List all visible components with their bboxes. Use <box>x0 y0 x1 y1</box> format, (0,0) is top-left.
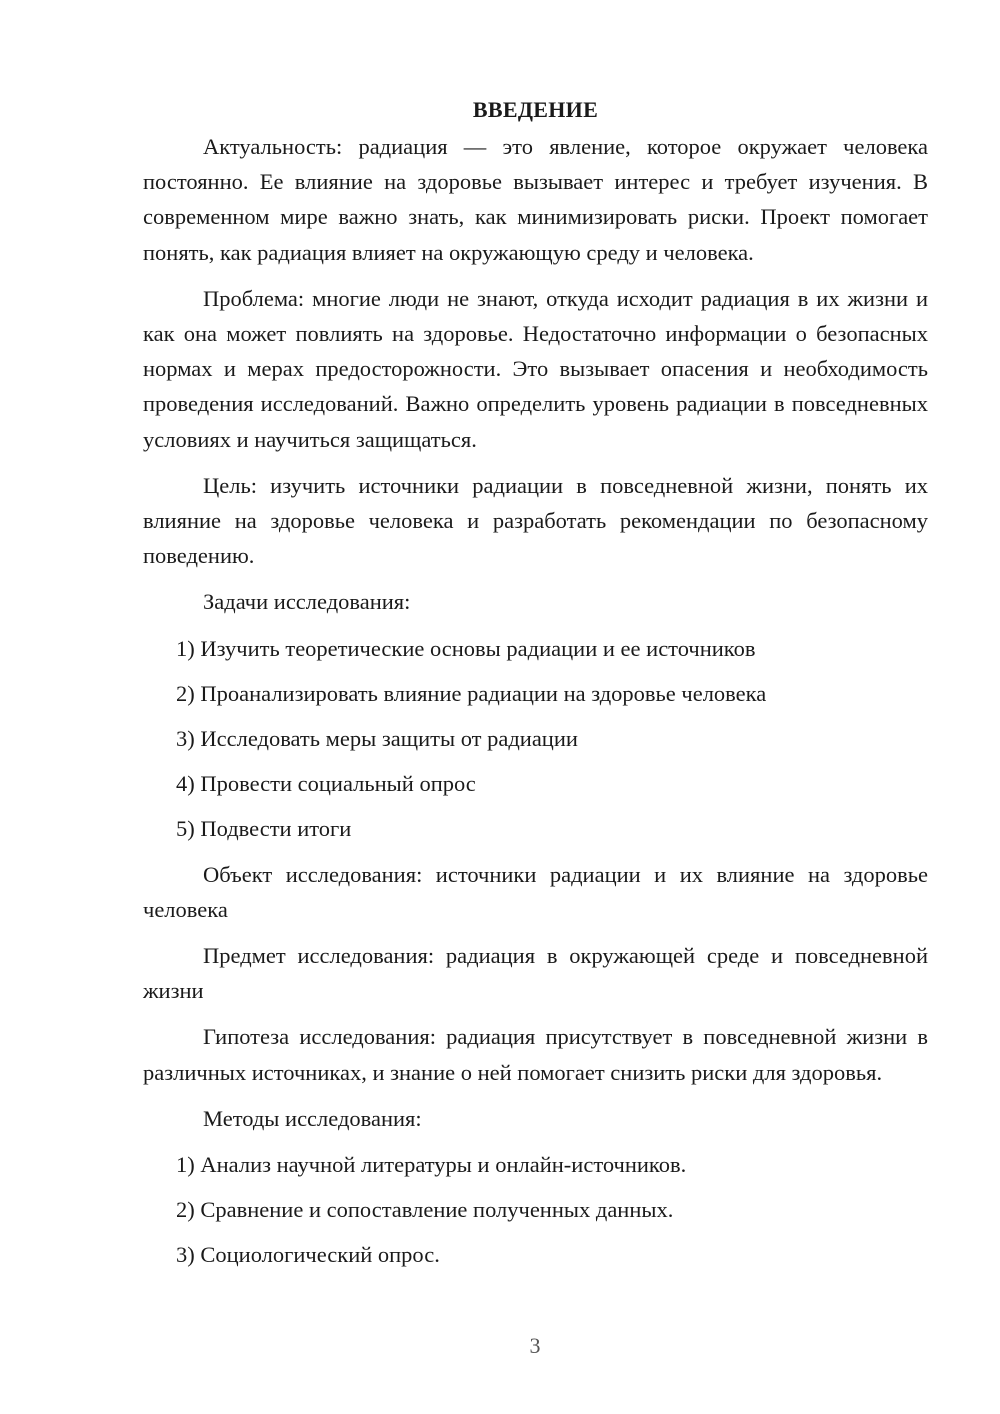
methods-heading: Методы исследования: <box>203 1105 422 1131</box>
task-item-5: 5) Подвести итоги <box>176 816 352 842</box>
task-item-4: 4) Провести социальный опрос <box>176 771 476 797</box>
task-item-2: 2) Проанализировать влияние радиации на здоровье человека <box>176 680 767 706</box>
page-number: 3 <box>529 1333 541 1358</box>
section-title: ВВЕДЕНИЕ <box>472 97 599 122</box>
task-item-1: 1) Изучить теоретические основы радиации и ее источников <box>176 635 756 661</box>
problem-paragraph: Проблема: многие люди не знают, откуда исходит радиация в их жизни и как она может повлиять на здоровье. Недостаточно информации о безопасных нормах и мерах предосторожности. Это вызывает опасения и необходимость проведения исследований. Важно определить уровень радиации в повседневных условиях и научиться защищаться. <box>143 285 928 452</box>
goal-paragraph: Цель: изучить источники радиации в повседневной жизни, понять их влияние на здоровье человека и разработать рекомендации по безопасному поведению. <box>143 472 928 569</box>
method-item-2: 2) Сравнение и сопоставление полученных данных. <box>176 1197 674 1223</box>
document-page <box>143 92 928 1283</box>
tasks-heading: Задачи исследования: <box>203 589 411 615</box>
hypothesis-paragraph: Гипотеза исследования: радиация присутствует в повседневной жизни в различных источниках, и знание о ней помогает снизить риски для здоровья. <box>143 1024 928 1085</box>
method-item-1: 1) Анализ научной литературы и онлайн-источников. <box>176 1152 687 1178</box>
subject-paragraph: Предмет исследования: радиация в окружающей среде и повседневной жизни <box>143 943 928 1004</box>
relevance-paragraph: Актуальность: радиация — это явление, которое окружает человека постоянно. Ее влияние на здоровье вызывает интерес и требует изучения. В современном мире важно знать, как минимизировать риски. Проект помогает понять, как радиация влияет на окружающую среду и человека. <box>143 134 928 265</box>
object-paragraph: Объект исследования: источники радиации и их влияние на здоровье человека <box>143 861 928 922</box>
task-item-3: 3) Исследовать меры защиты от радиации <box>176 726 578 752</box>
method-item-3: 3) Социологический опрос. <box>176 1242 440 1268</box>
